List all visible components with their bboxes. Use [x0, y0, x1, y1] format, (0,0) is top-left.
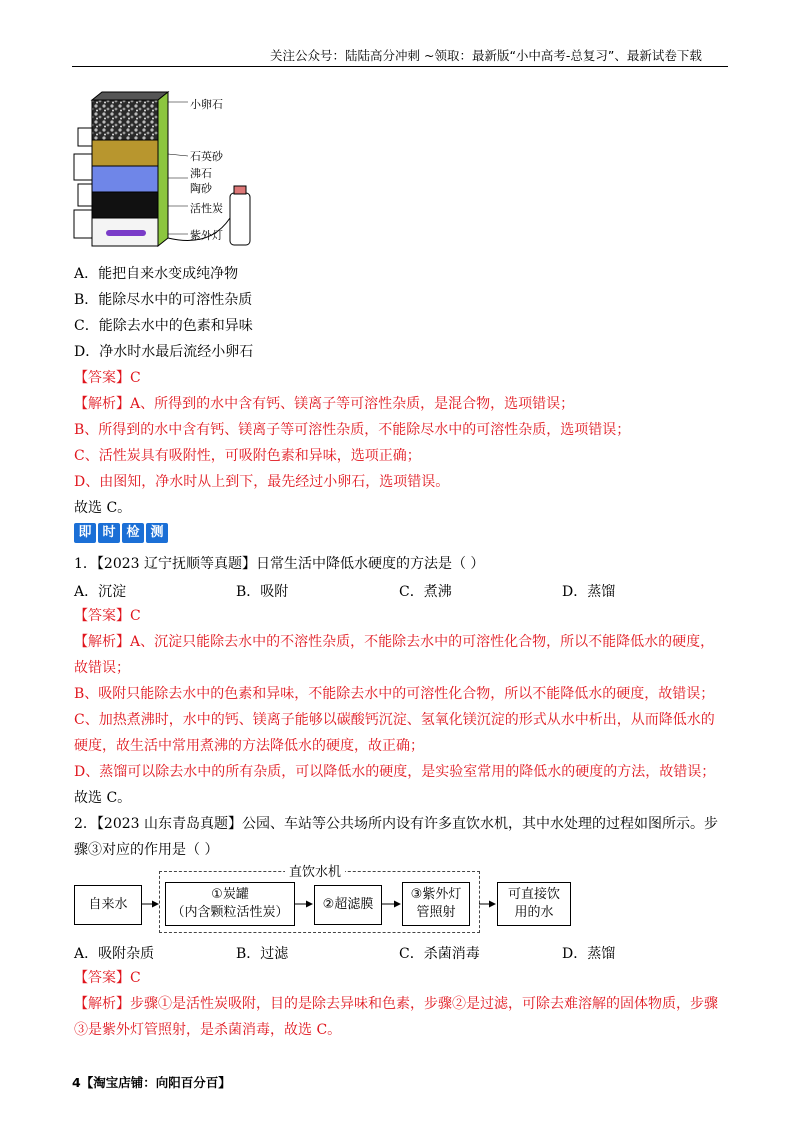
uv-lamp-icon [106, 230, 146, 236]
q0-option-c: C．能除去水中的色素和异味 [74, 318, 253, 334]
q1-answer: 【答案】C [74, 608, 141, 624]
q0-option-a: A．能把自来水变成纯净物 [74, 266, 239, 282]
q1-option-a: A．沉淀 [74, 584, 127, 600]
q0-analysis-line: 【解析】A、所得到的水中含有钙、镁离子等可溶性杂质，是混合物，选项错误； [74, 396, 575, 412]
filter-top-face [92, 92, 168, 100]
q2-option-d: D．蒸馏 [562, 946, 616, 962]
quartz-sand-layer [92, 140, 158, 166]
q1-analysis-line: 故错误； [74, 660, 130, 676]
q1-analysis-line: D、蒸馏可以除去水中的所有杂质，可以降低水的硬度，是实验室常用的降低水的硬度的方法，故错误； [74, 764, 716, 780]
q2-analysis-line: ③是紫外灯管照射，是杀菌消毒，故选 C。 [74, 1022, 342, 1038]
q1-option-b: B．吸附 [236, 584, 289, 600]
q0-option-b: B．能除尽水中的可溶性杂质 [74, 292, 253, 308]
label-uv-lamp: 紫外灯 [190, 229, 223, 242]
flow-start-label: 自来水 [88, 897, 128, 912]
header-divider [72, 66, 728, 67]
section-badge-char: 时 [98, 523, 120, 543]
pebble-layer [92, 100, 158, 140]
page-header: 关注公众号：陆陆高分冲刺 ~领取：最新版“小中高考-总复习”、最新试卷下载 [270, 48, 702, 63]
flow-step1-box [165, 882, 295, 926]
zeolite-layer [92, 166, 158, 192]
flow-step3-box [402, 882, 470, 926]
flow-end-line2: 用的水 [514, 905, 554, 920]
section-badge-char: 测 [146, 523, 168, 543]
flow-step2-label: ②超滤膜 [322, 897, 374, 912]
water-filter-diagram [70, 88, 260, 250]
q2-option-c: C．杀菌消毒 [399, 946, 480, 962]
flow-end-box [497, 882, 571, 926]
q2-option-a: A．吸附杂质 [74, 946, 155, 962]
flow-step1-line1: ①炭罐 [211, 887, 249, 902]
green-pipe [158, 92, 168, 246]
q0-analysis-line: B、所得到的水中含有钙、镁离子等可溶性杂质，不能除尽水中的可溶性杂质，选项错误； [74, 422, 631, 438]
q0-conclusion: 故选 C。 [74, 500, 132, 516]
q1-analysis-line: C、加热煮沸时，水中的钙、镁离子能够以碳酸钙沉淀、氢氧化镁沉淀的形式从水中析出，从而降低水的 [74, 712, 715, 728]
label-quartz-sand: 石英砂 [190, 150, 223, 163]
q0-answer: 【答案】C [74, 370, 141, 386]
flow-step3-line1: ③紫外灯 [410, 887, 462, 902]
label-activated-carbon: 活性炭 [190, 202, 223, 215]
label-zeolite: 沸石 [190, 167, 212, 180]
q2-analysis-line: 【解析】步骤①是活性炭吸附，目的是除去异味和色素，步骤②是过滤，可除去难溶解的固体物质，步骤 [74, 996, 718, 1012]
label-ceramsite: 陶砂 [190, 182, 212, 195]
q1-option-d: D．蒸馏 [562, 584, 616, 600]
q0-analysis-line: D、由图知，净水时从上到下，最先经过小卵石，选项错误。 [74, 474, 450, 490]
q1-option-c: C．煮沸 [399, 584, 452, 600]
flow-step3-line2: 管照射 [416, 905, 456, 920]
q1-analysis-line: B、吸附只能除去水中的色素和异味，不能除去水中的可溶性化合物，所以不能降低水的硬度，故错误； [74, 686, 715, 702]
q2-stem-line1: 2．【2023 山东青岛真题】公园、车站等公共场所内设有许多直饮水机，其中水处理的过程如图所示。步 [74, 816, 718, 832]
section-badge-char: 即 [74, 523, 96, 543]
q0-option-d: D．净水时水最后流经小卵石 [74, 344, 254, 360]
machine-group-title: 直饮水机 [285, 861, 345, 880]
q1-stem: 1．【2023 辽宁抚顺等真题】日常生活中降低水硬度的方法是（ ） [74, 556, 485, 572]
q2-option-b: B．过滤 [236, 946, 289, 962]
q0-analysis-line: C、活性炭具有吸附性，可吸附色素和异味，选项正确； [74, 448, 421, 464]
q1-analysis-line: 【解析】A、沉淀只能除去水中的不溶性杂质，不能除去水中的可溶性化合物，所以不能降低水的硬度， [74, 634, 715, 650]
q2-answer: 【答案】C [74, 970, 141, 986]
flow-step2-box [314, 885, 382, 925]
flow-start-box [74, 885, 142, 925]
q1-conclusion: 故选 C。 [74, 790, 132, 806]
q2-stem-line2: 骤③对应的作用是（ ） [74, 842, 219, 858]
bottle-icon [230, 193, 250, 245]
flow-end-line1: 可直接饮 [507, 887, 560, 902]
page-footer: 4【淘宝店铺：向阳百分百】 [72, 1075, 231, 1090]
flow-step1-line2: （内含颗粒活性炭） [171, 905, 289, 920]
q1-analysis-line: 硬度，故生活中常用煮沸的方法降低水的硬度，故正确； [74, 738, 424, 754]
section-badge-char: 检 [122, 523, 144, 543]
activated-carbon-layer [92, 192, 158, 218]
label-pebble: 小卵石 [190, 98, 223, 111]
